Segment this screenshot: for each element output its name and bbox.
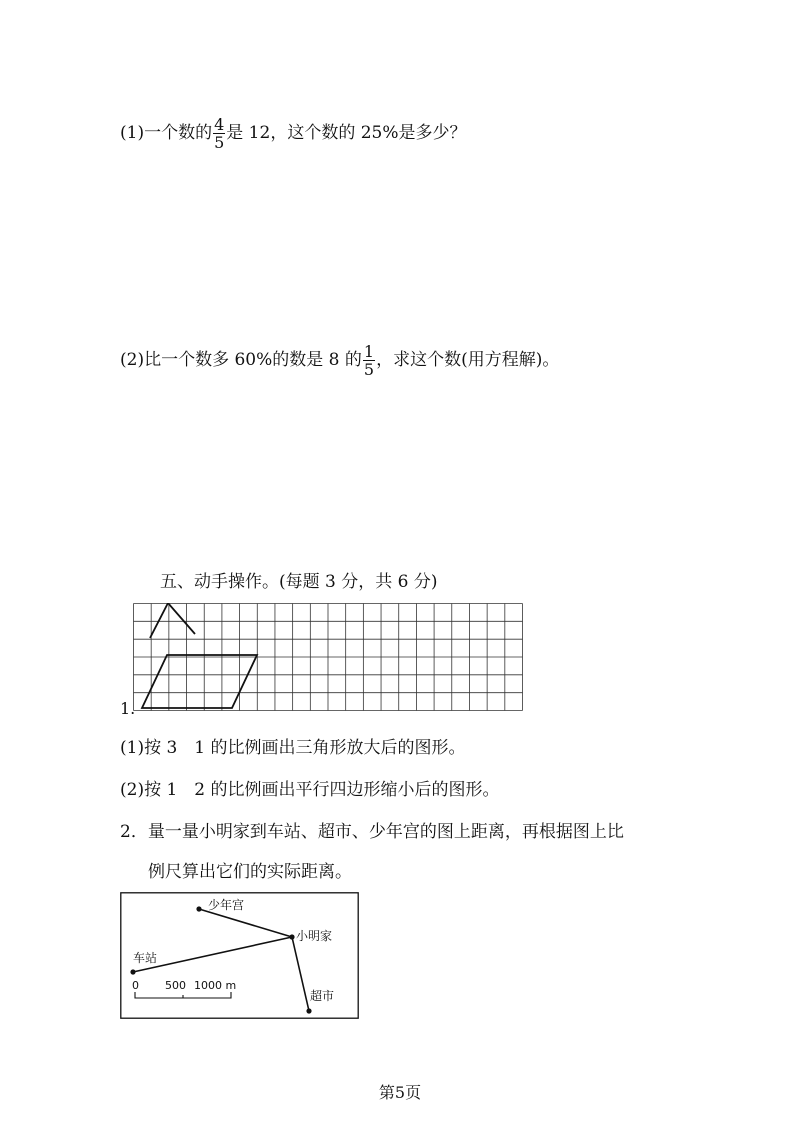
question-4-2 [120, 343, 559, 378]
youth-palace-label: 少年宫 [208, 898, 245, 912]
grid-lines [134, 604, 523, 711]
home-dot [289, 934, 294, 939]
fraction-denominator: 5 [363, 360, 375, 379]
scale-label-500: 500 [165, 979, 186, 992]
scale-bar [135, 992, 231, 998]
question-4-1 [120, 116, 467, 151]
question-4-2-suffix: ，求这个数(用方程解)。 [376, 350, 560, 370]
fraction-four-fifths [213, 116, 225, 151]
home-label: 小明家 [296, 929, 333, 943]
page-number: 第5页 [378, 1083, 422, 1102]
item-1-sub1: (1)按 3 1 的比例画出三角形放大后的图形。 [120, 738, 466, 758]
fraction-one-fifth [363, 343, 375, 378]
fraction-numerator: 4 [214, 115, 225, 134]
route-home-supermarket [292, 937, 309, 1011]
scale-label-0: 0 [132, 979, 139, 992]
item-1-sub2: (2)按 1 2 的比例画出平行四边形缩小后的图形。 [120, 780, 500, 800]
fraction-numerator: 1 [363, 342, 375, 361]
station-label: 车站 [133, 951, 158, 965]
station-dot [130, 969, 135, 974]
route-home-youth-palace [199, 909, 292, 937]
item-2-line1: 2．量一量小明家到车站、超市、少年宫的图上距离，再根据图上比 [120, 822, 624, 842]
supermarket-dot [306, 1008, 311, 1013]
map-figure [120, 892, 360, 1020]
item-1-number: 1. [120, 699, 136, 718]
youth-palace-dot [196, 906, 201, 911]
fraction-denominator: 5 [214, 133, 225, 152]
scale-label-1000: 1000 m [194, 979, 237, 992]
supermarket-label: 超市 [310, 989, 335, 1003]
grid-figure [133, 603, 523, 711]
item-2-line2: 例尺算出它们的实际距离。 [148, 862, 352, 882]
question-4-2-prefix: (2)比一个数多 60%的数是 8 的 [120, 350, 362, 370]
question-4-1-prefix: (1)一个数的 [120, 123, 213, 143]
question-4-1-suffix: 是 12，这个数的 25%是多少？ [226, 123, 467, 143]
triangle-shape [150, 603, 195, 638]
section-heading-part5: 五、动手操作。(每题 3 分，共 6 分) [160, 572, 438, 592]
